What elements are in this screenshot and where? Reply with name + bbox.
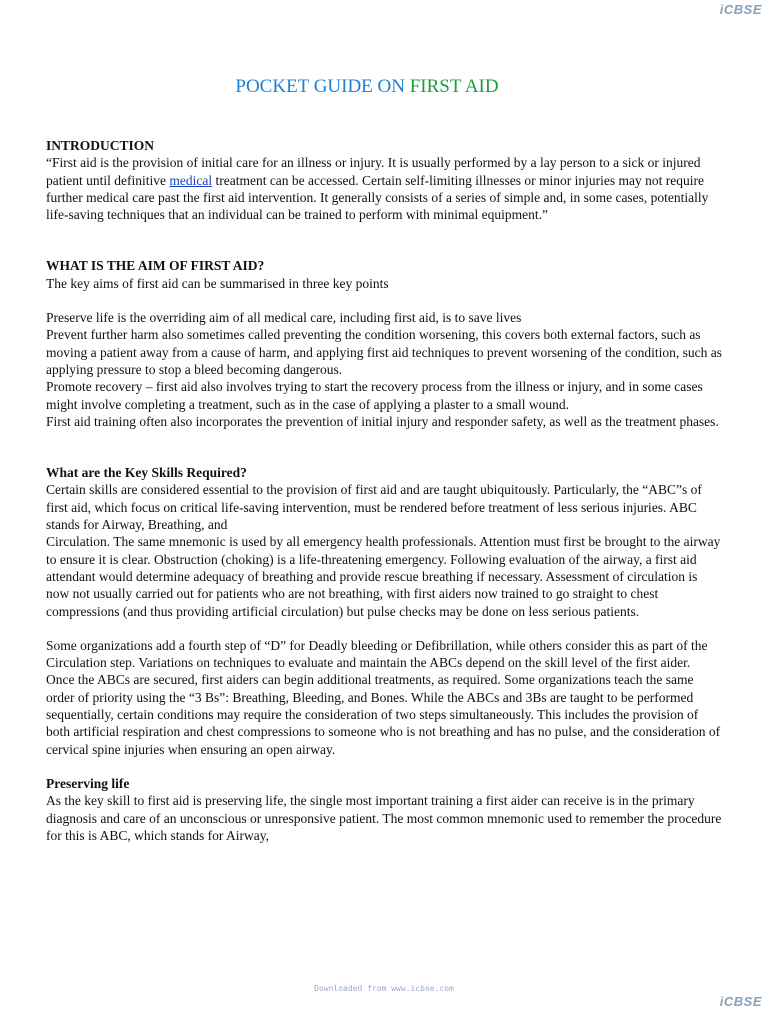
aim-promote-recovery: Promote recovery – first aid also involves trying to start the recovery process from the illness or injury, and in some cases might involve completing a treatment, such as in the case of applying a plaster to a small wound. [46,379,703,412]
document-body [46,137,722,844]
aim-preserve-life: Preserve life is the overriding aim of all medical care, including first aid, is to save lives [46,310,522,326]
intro-text-before-link: “First aid is the provision of initial care for an illness or injury. It is usually performed by a lay person to a sick or injured patient until definitive [46,155,701,188]
aim-intro: The key aims of first aid can be summarised in three key points [46,275,389,291]
skills-heading: What are the Key Skills Required? [46,465,247,481]
preserving-paragraph: As the key skill to first aid is preserving life, the single most important training a first aider can receive is in the primary diagnosis and care of an unconscious or unresponsive patient. The most common mnemonic used to remember the procedure for this is ABC, which stands for Airway, [46,793,722,843]
intro-text-after-link: treatment can be accessed. Certain self-limiting illnesses or minor injuries may not require further medical care past the first aid intervention. It generally consists of a series of simple and, in some cases, potentially life-saving techniques that an individual can be trained to perform with minimal equipment.” [46,172,709,223]
aim-prevent-harm: Prevent further harm also sometimes called preventing the condition worsening, this covers both external factors, such as moving a patient away from a cause of harm, and applying first aid techniques to prevent worsening of the condition, such as applying pressure to stop a bleed becoming dangerous. [46,327,722,377]
skills-paragraph-3: Some organizations add a fourth step of “D” for Deadly bleeding or Defibrillation, while others consider this as part of the Circulation step. Variations on techniques to evaluate and maintain the ABCs depend on the skill level of the first aider. Once the ABCs are secured, first aiders can begin additional treatments, as required. Some organizations teach the same order of priority using the “3 Bs”: Breathing, Bleeding, and Bones. While the ABCs and 3Bs are taught to be performed sequentially, certain conditions may require the consideration of two steps simultaneously. This includes the provision of both artificial respiration and chest compressions to someone who is not breathing and has no pulse, and the consideration of cervical spine injuries when ensuring an open airway. [46,637,721,757]
aim-training-note: First aid training often also incorporates the prevention of initial injury and responder safety, as well as the treatment phases. [46,413,719,429]
icbse-logo-bottom: iCBSE [719,994,762,1009]
download-footer: Downloaded from www.icbse.com [314,984,454,993]
page-title [0,76,734,98]
medical-link[interactable]: medical [169,172,213,188]
skills-paragraph-1: Certain skills are considered essential to the provision of first aid and are taught ubiquitously. Particularly, the “ABC”s of first aid, which focus on critical life-saving intervention, must be rendered before treatment of less serious injuries. ABC stands for Airway, Breathing, and [46,482,702,533]
intro-heading: INTRODUCTION [46,138,155,153]
title-part-1: POCKET GUIDE ON [235,76,410,97]
aim-heading: WHAT IS THE AIM OF FIRST AID? [46,258,265,274]
icbse-logo: iCBSE [719,2,762,17]
preserving-heading: Preserving life [46,775,130,791]
skills-paragraph-2: Circulation. The same mnemonic is used by all emergency health professionals. Attention must first be brought to the airway to ensure it is clear. Obstruction (choking) is a life-threatening emergency. Following evaluation of the airway, a first aid attendant would determine adequacy of breathing and provide rescue breathing if necessary. Assessment of circulation is now not usually carried out for patients who are not breathing, with first aiders now trained to go straight to chest compressions (and thus providing artificial circulation) but pulse checks may be done on less serious patients. [46,534,721,619]
intro-paragraph [46,154,722,223]
title-part-2: FIRST AID [409,76,499,97]
